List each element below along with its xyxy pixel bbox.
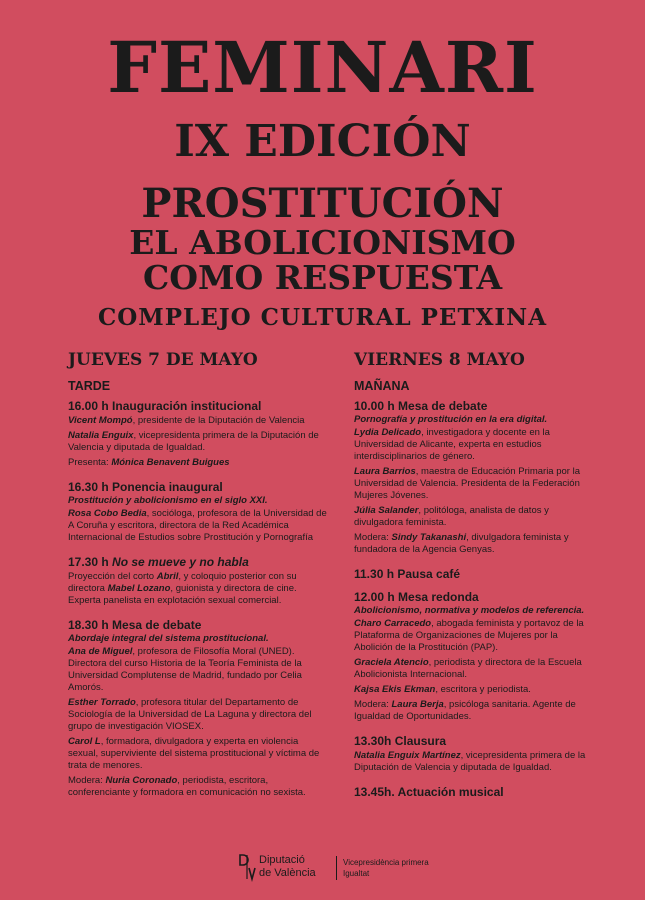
moderator-label: Modera: <box>68 775 106 786</box>
moderator-name: Nuria Coronado <box>105 775 178 786</box>
speaker-desc: , escritora y periodista. <box>435 684 531 695</box>
presenter-label: Presenta: <box>68 457 112 468</box>
venue-heading: COMPLEJO CULTURAL PETXINA <box>97 304 548 331</box>
org-line1: Diputació <box>259 854 305 866</box>
moderator-entry <box>68 775 330 799</box>
moderator-desc: , psicóloga sanitaria. Agente de Igualdad de Oportunidades. <box>354 699 576 722</box>
speaker-entry <box>68 508 330 544</box>
speaker-name: Graciela Atencio <box>354 657 429 668</box>
event-debate-friday <box>354 399 592 556</box>
speaker-entry <box>68 697 330 733</box>
moderator-desc: , divulgadora feminista y fundadora de la Agencia Genyas. <box>354 532 569 555</box>
speaker-entry <box>68 646 330 694</box>
event-title: 16.00 h Inauguración institucional <box>68 399 262 413</box>
speaker-name: Carol L <box>68 736 101 747</box>
speaker-desc: , vicepresidenta primera de la Diputación de Valencia y diputada de Igualdad. <box>68 430 319 453</box>
dept-line2: Igualtat <box>343 869 370 878</box>
moderator-label: Modera: <box>354 699 392 710</box>
speaker-entry <box>68 415 330 427</box>
speaker-entry <box>68 430 330 454</box>
speaker-desc: , profesora de Filosofía Moral (UNED). Directora del curso Historia de la Teoría Feminista de la Universidad Complutense de Madrid, fundado por Celia Amorós. <box>68 646 302 693</box>
event-title <box>68 555 330 570</box>
speaker-name: Mabel Lozano <box>107 583 171 594</box>
speaker-entry <box>354 466 592 502</box>
event-screening <box>68 555 330 607</box>
poster-title: FEMINARI <box>107 26 538 109</box>
theme-heading-line3: COMO RESPUESTA <box>142 258 503 297</box>
speaker-name: Rosa Cobo Bedia <box>68 508 147 519</box>
event-title: 13.45h. Actuación musical <box>354 785 504 799</box>
speaker-desc: , investigadora y docente en la Universidad de Alicante, experta en estudios interdisciplinarios de género. <box>354 427 550 462</box>
event-title: 11.30 h Pausa café <box>354 567 461 581</box>
event-inauguration <box>68 399 330 469</box>
diputacio-logo-icon <box>237 852 257 882</box>
presenter-name: Mónica Benavent Buigues <box>111 457 230 468</box>
speaker-name: Lydia Delicado <box>354 427 422 438</box>
event-round-table <box>354 590 592 723</box>
speaker-entry <box>354 657 592 681</box>
moderator-entry <box>354 699 592 723</box>
event-title: 12.00 h Mesa redonda <box>354 590 479 604</box>
speaker-desc: , profesora titular del Departamento de Sociología de la Universidad de La Laguna y directora del grupo de investigación VIOSEX. <box>68 697 312 732</box>
speaker-desc: , abogada feminista y portavoz de la Plataforma de Organizaciones de Mujeres por la Abolición de la Prostitución (PAP). <box>354 618 584 653</box>
speaker-name: Charo Carracedo <box>354 618 432 629</box>
screening-desc <box>68 571 330 607</box>
speaker-name: Kajsa Ekis Ekman <box>354 684 436 695</box>
org-name <box>259 854 335 880</box>
event-subtitle: Abordaje integral del sistema prostitucional. <box>68 633 269 644</box>
speaker-name: Esther Torrado <box>68 697 136 708</box>
speaker-entry <box>354 750 592 774</box>
speaker-desc: , guionista y directora de cine. Experta panelista en explotación sexual comercial. <box>68 583 297 606</box>
event-time: 17.30 h <box>68 555 113 569</box>
event-keynote <box>68 480 330 544</box>
speaker-name: Ana de Miguel <box>68 646 133 657</box>
desc-text: , y coloquio posterior con su directora <box>68 571 297 594</box>
event-music <box>354 785 592 800</box>
event-subtitle: Pornografía y prostitución en la era digital. <box>354 414 548 425</box>
moderator-desc: , periodista, escritora, conferenciante y formadora en comunicación no sexista. <box>68 775 306 798</box>
speaker-desc: , socióloga, profesora de la Universidad de A Coruña y escritora, directora de la Red Académica Internacional de Estudios sobre Prostitución y Pornografía <box>68 508 327 543</box>
friday-part-label: MAÑANA <box>354 379 410 393</box>
department-name <box>343 857 453 879</box>
moderator-entry <box>354 532 592 556</box>
theme-heading-line1: PROSTITUCIÓN <box>141 180 504 227</box>
thursday-part-label: TARDE <box>68 379 111 393</box>
footer-divider <box>336 856 337 880</box>
speaker-desc: , presidente de la Diputación de Valencia <box>132 415 305 426</box>
moderator-name: Sindy Takanashi <box>391 532 467 543</box>
event-subtitle: Prostitución y abolicionismo en el siglo XXI. <box>68 495 268 506</box>
speaker-name: Laura Barrios <box>354 466 416 477</box>
moderator-name: Laura Berja <box>391 699 444 710</box>
thursday-column <box>68 348 330 802</box>
speaker-desc: , maestra de Educación Primaria por la Universidad de Valencia. Presidenta de la Federación Mujeres Jóvenes. <box>354 466 580 501</box>
event-title: 10.00 h Mesa de debate <box>354 399 488 413</box>
speaker-desc: , politóloga, analista de datos y divulgadora feminista. <box>354 505 549 528</box>
speaker-name: Vicent Mompó <box>68 415 133 426</box>
friday-day-heading: VIERNES 8 MAYO <box>354 350 525 370</box>
moderator-label: Modera: <box>354 532 392 543</box>
speaker-name: Natalia Enguix Martínez <box>354 750 461 761</box>
event-subtitle: Abolicionismo, normativa y modelos de referencia. <box>354 605 585 616</box>
event-coffee-break <box>354 567 592 582</box>
speaker-entry <box>68 736 330 772</box>
speaker-entry <box>354 618 592 654</box>
edition-heading: IX EDICIÓN <box>174 116 471 167</box>
presenter-entry <box>68 457 330 469</box>
dept-line1: Vicepresidència primera <box>343 858 429 867</box>
thursday-day-heading: JUEVES 7 DE MAYO <box>68 350 258 370</box>
event-title: 16.30 h Ponencia inaugural <box>68 480 223 494</box>
speaker-entry <box>354 427 592 463</box>
theme-heading-line2: EL ABOLICIONISMO <box>129 223 516 262</box>
speaker-entry <box>354 505 592 529</box>
speaker-desc: , periodista y directora de la Escuela Abolicionista Internacional. <box>354 657 582 680</box>
speaker-name: Natalia Enguix <box>68 430 134 441</box>
film-title: No se mueve y no habla <box>112 555 249 569</box>
speaker-desc: , formadora, divulgadora y experta en violencia sexual, superviviente del sistema prostitucional y víctima de trata de menores. <box>68 736 320 771</box>
event-title: 18.30 h Mesa de debate <box>68 618 202 632</box>
speaker-entry <box>354 684 592 696</box>
speaker-desc: , vicepresidenta primera de la Diputación de Valencia y diputada de Igualdad. <box>354 750 586 773</box>
speaker-name: Júlia Salander <box>354 505 419 516</box>
film-name: Abril <box>156 571 179 582</box>
desc-text: Proyección del corto <box>68 571 157 582</box>
event-title: 13.30h Clausura <box>354 734 447 748</box>
org-line2: de València <box>259 867 316 879</box>
event-debate-thursday <box>68 618 330 799</box>
event-closing <box>354 734 592 774</box>
friday-column <box>354 348 592 800</box>
